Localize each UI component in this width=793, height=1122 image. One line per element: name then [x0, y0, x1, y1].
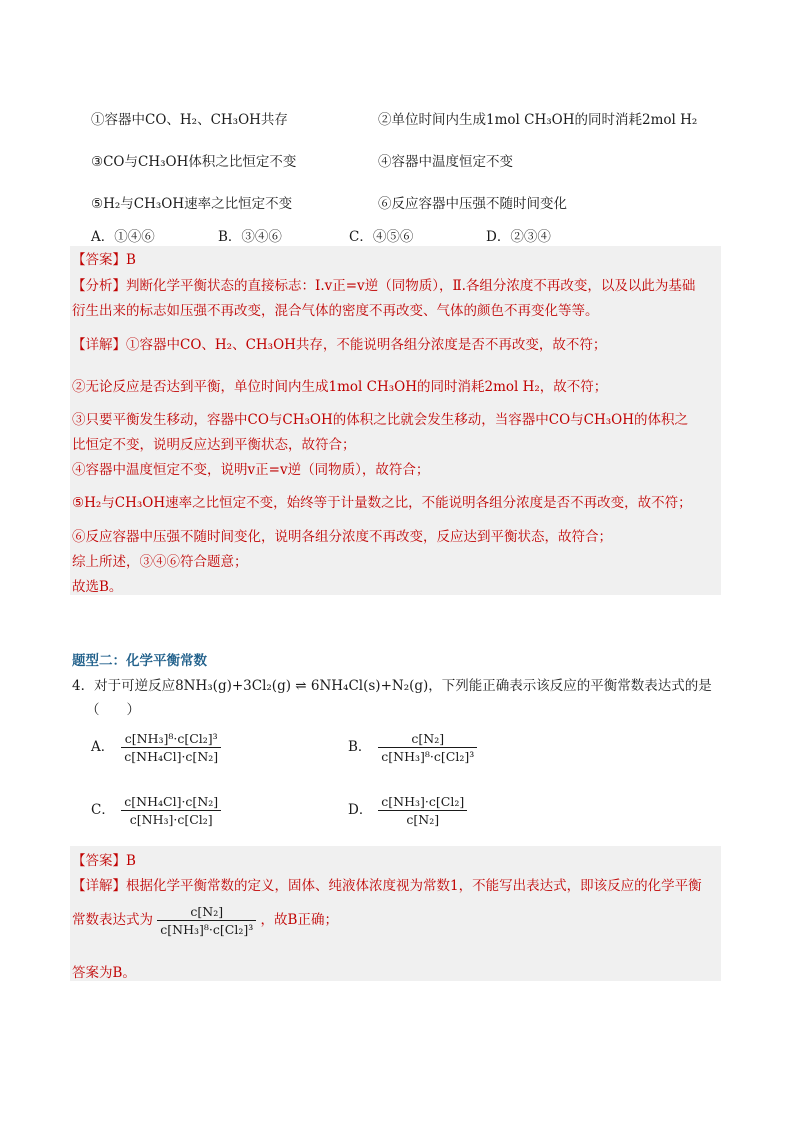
q4-option-c-fraction	[121, 794, 221, 827]
q4-option-a-fraction	[121, 731, 221, 764]
q3-option-3: ③CO与CH₃OH体积之比恒定不变	[91, 154, 297, 170]
q3-analysis-line1: 【分析】判断化学平衡状态的直接标志：Ⅰ.v正=v逆（同物质），Ⅱ.各组分浓度不再改变，以及以此为基础	[72, 278, 696, 294]
q4-option-d-numerator: c[NH₃]·c[Cl₂]	[378, 794, 467, 811]
q4-option-d	[348, 794, 467, 827]
q4-option-c-denominator: c[NH₃]·c[Cl₂]	[129, 812, 213, 827]
q3-choice-a: A．①④⑥	[91, 229, 155, 245]
q4-option-d-label: D．	[348, 802, 373, 818]
q4-stem-line1: 4．对于可逆反应8NH₃(g)+3Cl₂(g) ⇌ 6NH₄Cl(s)+N₂(g)，下列能正确表示该反应的平衡常数表达式的是	[72, 678, 712, 694]
q3-detail-6: ⑥反应容器中压强不随时间变化，说明各组分浓度不再改变，反应达到平衡状态，故符合；	[72, 529, 612, 545]
q3-detail-1: 【详解】①容器中CO、H₂、CH₃OH共存，不能说明各组分浓度是否不再改变，故不符；	[72, 337, 607, 353]
q4-stem-line2: （ ）	[86, 702, 140, 718]
q4-option-a-numerator: c[NH₃]⁸·c[Cl₂]³	[121, 731, 221, 748]
q3-option-4: ④容器中温度恒定不变	[378, 154, 513, 170]
q4-option-d-fraction	[378, 794, 467, 827]
q4-option-a-denominator: c[NH₄Cl]·c[N₂]	[124, 749, 219, 764]
q3-choice-b: B．③④⑥	[218, 229, 282, 245]
q3-option-5: ⑤H₂与CH₃OH速率之比恒定不变	[91, 196, 293, 212]
q3-detail-3-line2: 比恒定不变，说明反应达到平衡状态，故符合；	[72, 437, 356, 453]
q4-option-b	[348, 731, 477, 764]
q4-answer-fraction-denominator: c[NH₃]⁸·c[Cl₂]³	[160, 922, 254, 937]
q4-option-b-label: B．	[348, 739, 372, 755]
section-title: 题型二：化学平衡常数	[72, 653, 207, 669]
q4-detail-line2-prefix: 常数表达式为	[72, 912, 153, 928]
q3-choose: 故选B。	[72, 579, 123, 595]
q4-option-b-fraction	[378, 731, 477, 764]
q4-final: 答案为B。	[72, 965, 136, 981]
q4-answer: 【答案】B	[72, 853, 136, 869]
q4-option-d-denominator: c[N₂]	[406, 812, 440, 827]
q3-choice-d: D．②③④	[486, 229, 551, 245]
q3-detail-3-line1: ③只要平衡发生移动，容器中CO与CH₃OH的体积之比就会发生移动，当容器中CO与CH₃OH的体积之	[72, 412, 689, 428]
q4-option-b-numerator: c[N₂]	[378, 731, 477, 748]
q3-analysis-line2: 衍生出来的标志如压强不再改变，混合气体的密度不再改变、气体的颜色不再变化等等。	[72, 303, 599, 319]
q3-option-2: ②单位时间内生成1mol CH₃OH的同时消耗2mol H₂	[378, 112, 698, 128]
q4-option-b-denominator: c[NH₃]⁸·c[Cl₂]³	[381, 749, 475, 764]
q4-answer-fraction	[157, 904, 256, 937]
q3-option-6: ⑥反应容器中压强不随时间变化	[378, 196, 567, 212]
q3-option-1: ①容器中CO、H₂、CH₃OH共存	[91, 112, 288, 128]
q4-detail-line2-suffix: ，故B正确；	[260, 912, 338, 928]
q3-choice-c: C．④⑤⑥	[349, 229, 414, 245]
q4-detail-line2	[72, 904, 338, 937]
q3-detail-2: ②无论反应是否达到平衡，单位时间内生成1mol CH₃OH的同时消耗2mol H₂，故不符；	[72, 379, 608, 395]
q4-detail-line1: 【详解】根据化学平衡常数的定义，固体、纯液体浓度视为常数1，不能写出表达式，即该反应的化学平衡	[72, 878, 702, 894]
q4-option-a	[91, 731, 221, 764]
q3-detail-5: ⑤H₂与CH₃OH速率之比恒定不变，始终等于计量数之比，不能说明各组分浓度是否不再改变，故不符；	[72, 495, 692, 511]
q4-option-c-numerator: c[NH₄Cl]·c[N₂]	[121, 794, 221, 811]
q3-summary: 综上所述，③④⑥符合题意；	[72, 554, 248, 570]
q4-answer-fraction-numerator: c[N₂]	[157, 904, 256, 921]
q4-option-c	[91, 794, 221, 827]
q3-detail-4: ④容器中温度恒定不变，说明v正=v逆（同物质），故符合；	[72, 462, 430, 478]
q4-option-c-label: C．	[91, 802, 115, 818]
q3-answer: 【答案】B	[72, 252, 136, 268]
q4-option-a-label: A．	[91, 739, 115, 755]
